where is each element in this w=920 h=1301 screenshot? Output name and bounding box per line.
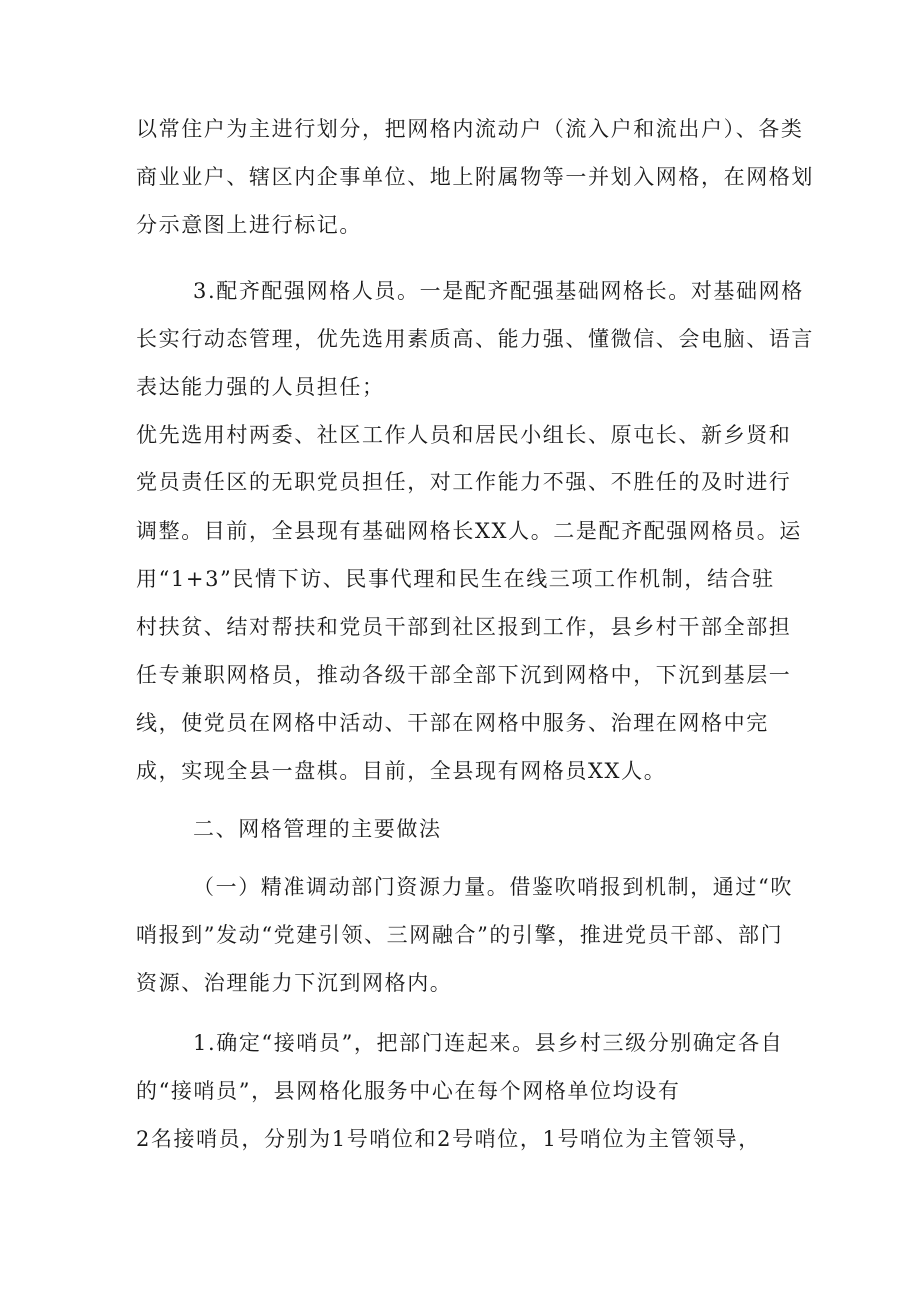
text-line: （一）精准调动部门资源力量。借鉴吹哨报到机制，通过“吹 [193,875,793,899]
text-line: 优先选用村两委、社区工作人员和居民小组长、原屯长、新乡贤和 [136,423,792,447]
text-line: 商业业户、辖区内企事单位、地上附属物等一并划入网格，在网格划 [136,165,814,189]
text-line: 调整。目前，全县现有基础网格长XX人。二是配齐配强网格员。运 [136,519,802,543]
text-line: 村扶贫、结对帮扶和党员干部到社区报到工作，县乡村干部全部担 [136,615,792,639]
text-line: 3.配齐配强网格人员。一是配齐配强基础网格长。对基础网格 [193,279,804,303]
section-heading: 二、网格管理的主要做法 [193,817,442,841]
text-line: 2名接哨员，分别为1号哨位和2号哨位，1号哨位为主管领导， [136,1127,761,1151]
text-line: 党员责任区的无职党员担任，对工作能力不强、不胜任的及时进行 [136,470,792,494]
text-line: 表达能力强的人员担任； [136,375,385,399]
text-line: 长实行动态管理，优先选用素质高、能力强、懂微信、会电脑、语言 [136,327,814,351]
text-line: 用“1+3”民情下访、民事代理和民生在线三项工作机制，结合驻 [136,567,775,591]
text-line: 成，实现全县一盘棋。目前，全县现有网格员XX人。 [136,759,667,783]
text-line: 以常住户为主进行划分，把网格内流动户（流入户和流出户）、各类 [136,117,804,141]
text-line: 任专兼职网格员，推动各级干部全部下沉到网格中，下沉到基层一 [136,663,792,687]
text-line: 哨报到”发动“党建引领、三网融合”的引擎，推进党员干部、部门 [136,923,784,947]
text-line: 资源、治理能力下沉到网格内。 [136,971,453,995]
text-line: 1.确定“接哨员”，把部门连起来。县乡村三级分别确定各自 [193,1031,784,1055]
text-line: 分示意图上进行标记。 [136,213,362,237]
text-line: 线，使党员在网格中活动、干部在网格中服务、治理在网格中完 [136,711,769,735]
text-line: 的“接哨员”，县网格化服务中心在每个网格单位均设有 [136,1079,681,1103]
